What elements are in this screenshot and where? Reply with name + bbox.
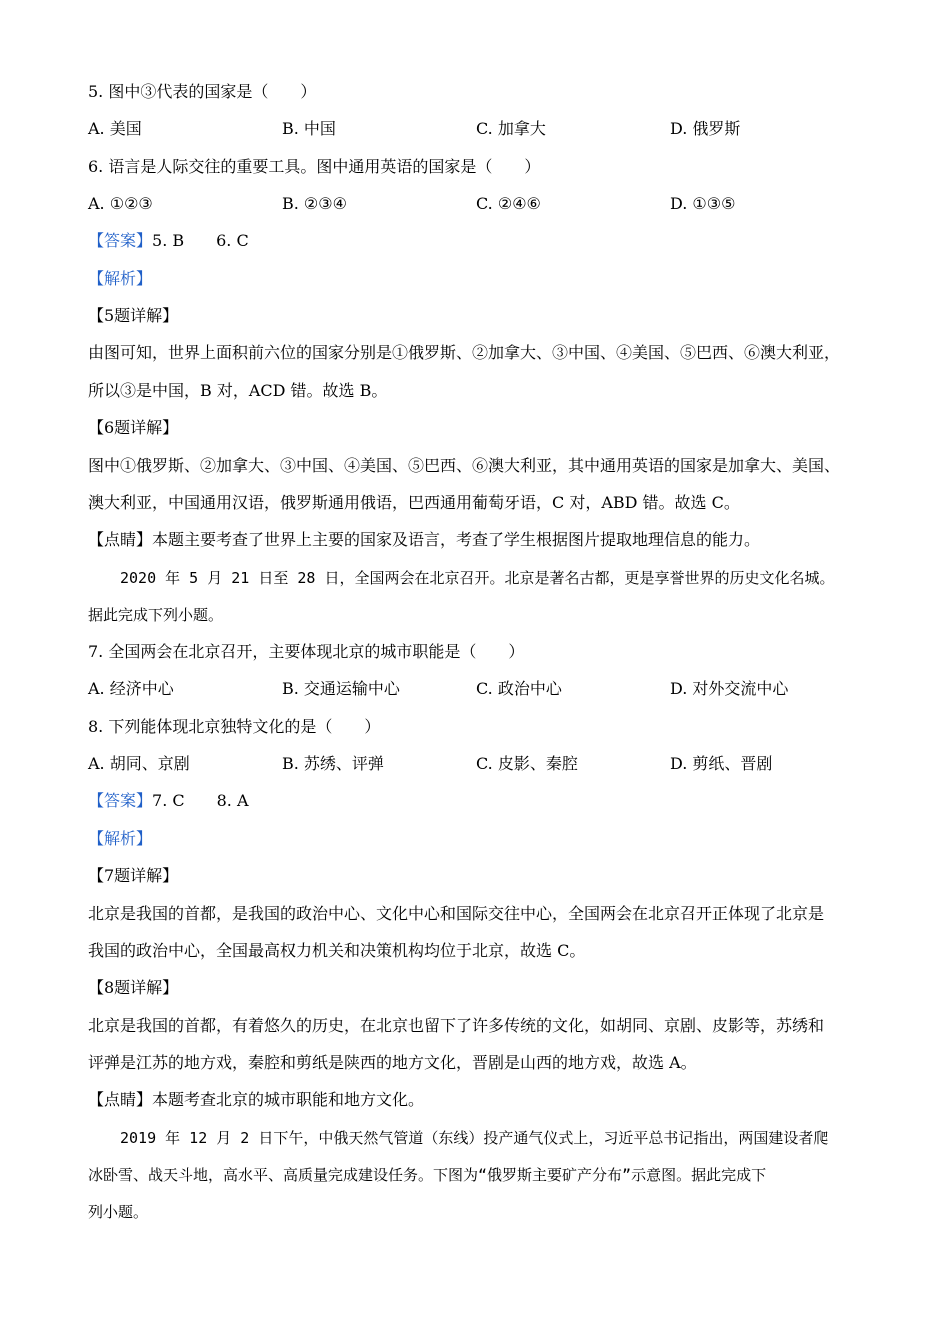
- answer-text: 5. B 6. C: [152, 231, 249, 250]
- passage-1-line-1: 2020 年 5 月 21 日至 28 日，全国两会在北京召开。北京是著名古都，更是享誉世界的历史文化名城。: [120, 569, 835, 587]
- question-7-option-c: C. 政治中心: [476, 679, 562, 698]
- question-8-option-d: D. 剪纸、晋剧: [670, 754, 773, 773]
- detail-6-line-2: 澳大利亚，中国通用汉语，俄罗斯通用俄语，巴西通用葡萄牙语，C 对，ABD 错。故选 C。: [88, 493, 740, 512]
- analysis-tag-1: 【解析】: [88, 269, 153, 288]
- answer-line-1: [88, 231, 249, 251]
- passage-2-line-3: 列小题。: [88, 1203, 149, 1221]
- answer-tag: 【答案】: [88, 231, 153, 250]
- detail-5-line-1: 由图可知，世界上面积前六位的国家分别是①俄罗斯、②加拿大、③中国、④美国、⑤巴西、⑥澳大利亚，: [88, 343, 841, 362]
- answer-tag: 【答案】: [88, 791, 153, 810]
- detail-7-line-1: 北京是我国的首都，是我国的政治中心、文化中心和国际交往中心，全国两会在北京召开正体现了北京是: [88, 904, 825, 923]
- comment-1: 【点睛】本题主要考查了世界上主要的国家及语言，考查了学生根据图片提取地理信息的能力。: [88, 530, 761, 549]
- detail-6-line-1: 图中①俄罗斯、②加拿大、③中国、④美国、⑤巴西、⑥澳大利亚，其中通用英语的国家是加拿大、美国、: [88, 456, 841, 475]
- detail-8-title: 【8题详解】: [88, 978, 179, 997]
- question-8-stem: 8. 下列能体现北京独特文化的是（ ）: [88, 717, 381, 736]
- question-5-option-a: A. 美国: [88, 119, 142, 138]
- question-5-option-d: D. 俄罗斯: [670, 119, 741, 138]
- question-7-option-b: B. 交通运输中心: [282, 679, 400, 698]
- question-5-option-c: C. 加拿大: [476, 119, 546, 138]
- answer-text: 7. C 8. A: [152, 791, 249, 810]
- question-6-option-c: C. ②④⑥: [476, 194, 541, 213]
- question-6-stem: 6. 语言是人际交往的重要工具。图中通用英语的国家是（ ）: [88, 157, 541, 176]
- question-8-option-b: B. 苏绣、评弹: [282, 754, 384, 773]
- question-7-option-a: A. 经济中心: [88, 679, 174, 698]
- detail-8-line-2: 评弹是江苏的地方戏，秦腔和剪纸是陕西的地方文化，晋剧是山西的地方戏，故选 A。: [88, 1053, 697, 1072]
- analysis-tag-2: 【解析】: [88, 829, 153, 848]
- comment-2: 【点睛】本题考查北京的城市职能和地方文化。: [88, 1090, 425, 1109]
- detail-6-title: 【6题详解】: [88, 418, 179, 437]
- passage-2-line-2: 冰卧雪、战天斗地，高水平、高质量完成建设任务。下图为“俄罗斯主要矿产分布”示意图。据此完成下: [88, 1166, 767, 1184]
- detail-7-title: 【7题详解】: [88, 866, 179, 885]
- detail-5-line-2: 所以③是中国，B 对，ACD 错。故选 B。: [88, 381, 388, 400]
- question-7-stem: 7. 全国两会在北京召开，主要体现北京的城市职能是（ ）: [88, 642, 525, 661]
- detail-8-line-1: 北京是我国的首都，有着悠久的历史，在北京也留下了许多传统的文化，如胡同、京剧、皮影等，苏绣和: [88, 1016, 825, 1035]
- detail-5-title: 【5题详解】: [88, 306, 179, 325]
- question-5-option-b: B. 中国: [282, 119, 336, 138]
- passage-1-line-2: 据此完成下列小题。: [88, 606, 224, 624]
- answer-line-2: [88, 791, 249, 811]
- question-6-option-a: A. ①②③: [88, 194, 153, 213]
- question-6-option-d: D. ①③⑤: [670, 194, 736, 213]
- question-8-option-a: A. 胡同、京剧: [88, 754, 190, 773]
- question-6-option-b: B. ②③④: [282, 194, 347, 213]
- question-7-option-d: D. 对外交流中心: [670, 679, 789, 698]
- passage-2-line-1: 2019 年 12 月 2 日下午，中俄天然气管道（东线）投产通气仪式上，习近平总书记指出，两国建设者爬: [120, 1129, 829, 1147]
- question-5-stem: 5. 图中③代表的国家是（ ）: [88, 82, 317, 101]
- question-8-option-c: C. 皮影、秦腔: [476, 754, 578, 773]
- detail-7-line-2: 我国的政治中心，全国最高权力机关和决策机构均位于北京，故选 C。: [88, 941, 586, 960]
